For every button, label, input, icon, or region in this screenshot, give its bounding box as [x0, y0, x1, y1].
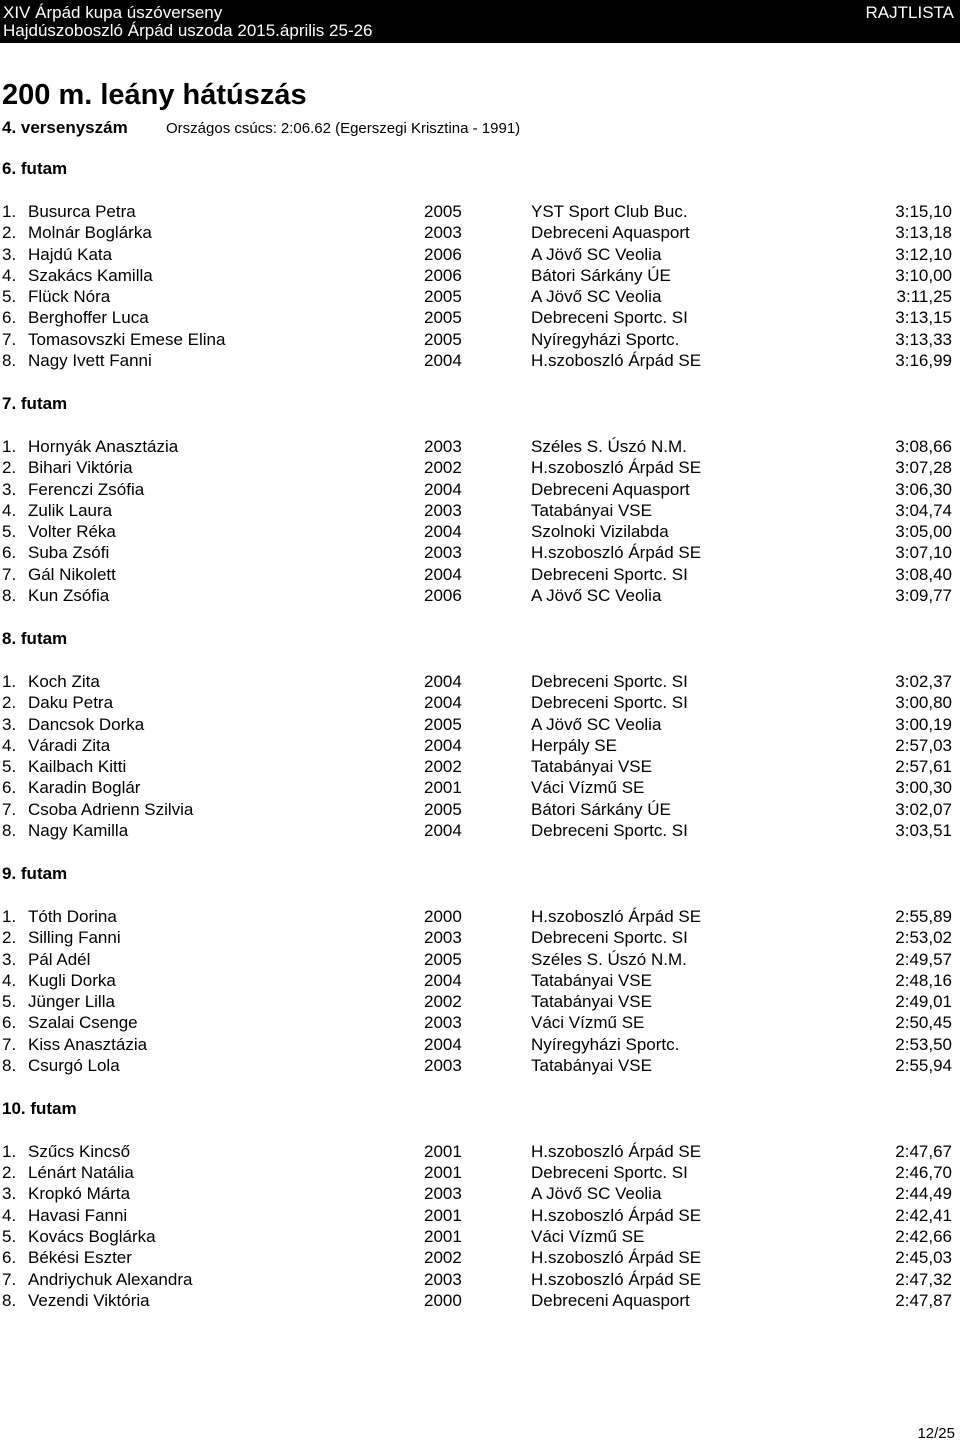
entry-place: 4.	[2, 735, 17, 755]
entry-row	[0, 970, 960, 991]
entry-time: 2:53,50	[895, 1034, 952, 1054]
entry-time: 3:15,10	[895, 202, 952, 221]
entry-place: 1.	[2, 436, 17, 456]
entry-club: Váci Vízmű SE	[531, 1227, 645, 1247]
entry-time: 3:11,25	[896, 287, 952, 307]
entry-row	[0, 1247, 960, 1268]
entry-year: 2002	[424, 992, 462, 1012]
entry-time: 2:47,32	[895, 1269, 952, 1289]
entry-time: 3:08,66	[895, 436, 952, 456]
entry-year: 2004	[424, 1034, 462, 1054]
entry-year: 2000	[424, 906, 462, 926]
entry-place: 7.	[2, 799, 17, 819]
record-label: Országos csúcs:	[166, 120, 277, 137]
entry-club: Váci Vízmű SE	[531, 1013, 645, 1033]
entry-year: 2005	[424, 202, 462, 221]
entry-name: Jünger Lilla	[28, 992, 115, 1012]
heat-spacer	[0, 179, 960, 201]
entry-year: 2000	[424, 1290, 462, 1310]
entry-place: 2.	[2, 693, 17, 713]
entry-year: 2001	[424, 1141, 462, 1161]
entry-time: 3:03,51	[895, 821, 952, 841]
entry-time: 3:05,00	[895, 522, 952, 542]
entry-club: Debreceni Sportc. SI	[531, 821, 688, 841]
page-number: 12/25	[917, 1425, 955, 1442]
entry-place: 3.	[2, 1184, 17, 1204]
entry-row	[0, 521, 960, 542]
entry-year: 2005	[424, 308, 462, 328]
entry-name: Kovács Boglárka	[28, 1227, 156, 1247]
entry-place: 7.	[2, 1269, 17, 1289]
entry-club: A Jövő SC Veolia	[531, 1184, 662, 1204]
entry-name: Molnár Boglárka	[28, 223, 152, 243]
entry-year: 2003	[424, 928, 462, 948]
entry-row	[0, 585, 960, 606]
entry-year: 2004	[424, 564, 462, 584]
heat-section	[0, 1098, 960, 1333]
entry-row	[0, 1055, 960, 1076]
entry-name: Nagy Kamilla	[28, 821, 129, 841]
entry-club: A Jövő SC Veolia	[531, 244, 662, 264]
entry-time: 3:00,19	[895, 714, 952, 734]
entry-name: Szalai Csenge	[28, 1013, 138, 1033]
entry-place: 7.	[2, 1034, 17, 1054]
entry-name: Koch Zita	[28, 671, 100, 691]
heat-spacer	[0, 371, 960, 393]
heat-spacer	[0, 841, 960, 863]
entry-name: Volter Réka	[28, 522, 116, 542]
entry-club: Debreceni Aquasport	[531, 479, 690, 499]
entry-club: A Jövő SC Veolia	[531, 287, 662, 307]
entry-place: 5.	[2, 992, 17, 1012]
entry-name: Békési Eszter	[28, 1248, 132, 1268]
entry-name: Daku Petra	[28, 693, 114, 713]
entry-club: Herpály SE	[531, 735, 617, 755]
entry-row	[0, 799, 960, 820]
entry-time: 2:55,94	[895, 1055, 952, 1075]
entry-time: 3:09,77	[895, 586, 952, 606]
entry-year: 2004	[424, 693, 462, 713]
entry-year: 2001	[424, 1205, 462, 1225]
entry-name: Havasi Fanni	[28, 1205, 128, 1225]
entry-place: 6.	[2, 778, 17, 798]
entry-year: 2006	[424, 265, 462, 285]
entry-year: 2006	[424, 244, 462, 264]
entry-time: 2:42,41	[895, 1205, 952, 1225]
entry-row	[0, 777, 960, 798]
entry-time: 2:49,57	[895, 949, 952, 969]
list-type: RAJTLISTA	[865, 3, 954, 22]
heat-section	[0, 158, 960, 393]
entry-place: 4.	[2, 265, 17, 285]
entry-name: Gál Nikolett	[28, 564, 116, 584]
heat-spacer	[0, 606, 960, 628]
entry-name: Karadin Boglár	[28, 778, 141, 798]
entry-place: 1.	[2, 906, 17, 926]
entry-year: 2004	[424, 351, 462, 371]
entry-row	[0, 735, 960, 756]
entry-row	[0, 201, 960, 222]
competition-name: XIV Árpád kupa úszóverseny	[3, 3, 223, 22]
entry-year: 2003	[424, 223, 462, 243]
entry-club: Váci Vízmű SE	[531, 778, 645, 798]
entry-club: Debreceni Sportc. SI	[531, 564, 688, 584]
entry-time: 2:47,67	[895, 1141, 952, 1161]
entry-place: 5.	[2, 522, 17, 542]
heat-title: 10. futam	[2, 1098, 77, 1118]
entry-time: 3:07,10	[895, 543, 952, 563]
entry-name: Pál Adél	[28, 949, 91, 969]
entry-club: Tatabányai VSE	[531, 992, 652, 1012]
entry-club: Szolnoki Vizilabda	[531, 522, 669, 542]
entry-place: 5.	[2, 757, 17, 777]
entry-row	[0, 756, 960, 777]
entry-time: 2:50,45	[895, 1013, 952, 1033]
entry-year: 2001	[424, 1227, 462, 1247]
entry-time: 2:44,49	[895, 1184, 952, 1204]
entry-place: 4.	[2, 970, 17, 990]
entry-place: 8.	[2, 351, 17, 371]
entry-club: H.szoboszló Árpád SE	[531, 458, 702, 478]
entry-year: 2005	[424, 799, 462, 819]
entry-row	[0, 479, 960, 500]
entry-name: Kun Zsófia	[28, 586, 110, 606]
entry-year: 2005	[424, 714, 462, 734]
entry-year: 2004	[424, 479, 462, 499]
entry-name: Szűcs Kincső	[28, 1141, 131, 1161]
entry-place: 3.	[2, 714, 17, 734]
entry-time: 3:16,99	[895, 351, 952, 371]
entry-club: Debreceni Sportc. SI	[531, 671, 688, 691]
entry-row	[0, 457, 960, 478]
entry-club: Tatabányai VSE	[531, 1055, 652, 1075]
entry-club: Tatabányai VSE	[531, 757, 652, 777]
heat-section	[0, 393, 960, 628]
entry-row	[0, 820, 960, 841]
entry-year: 2003	[424, 1184, 462, 1204]
entry-year: 2005	[424, 287, 462, 307]
heat-title: 8. futam	[2, 628, 68, 648]
heat-title: 6. futam	[2, 159, 68, 178]
entry-club: Széles S. Úszó N.M.	[531, 436, 687, 456]
entry-row	[0, 1141, 960, 1162]
entry-place: 8.	[2, 1290, 17, 1310]
entry-year: 2002	[424, 757, 462, 777]
entry-club: Tatabányai VSE	[531, 970, 652, 990]
heat-section	[0, 863, 960, 1098]
entry-row	[0, 906, 960, 927]
entry-place: 6.	[2, 1248, 17, 1268]
entry-place: 3.	[2, 479, 17, 499]
entry-name: Nagy Ivett Fanni	[28, 351, 152, 371]
entry-club: H.szoboszló Árpád SE	[531, 906, 702, 926]
entry-place: 4.	[2, 500, 17, 520]
entry-club: A Jövő SC Veolia	[531, 714, 662, 734]
entry-row	[0, 1012, 960, 1033]
entry-time: 2:57,03	[895, 735, 952, 755]
entry-time: 2:53,02	[895, 928, 952, 948]
entry-time: 2:55,89	[895, 906, 952, 926]
entry-name: Tóth Dorina	[28, 906, 117, 926]
venue-date: Hajdúszoboszló Árpád uszoda 2015.április 25-26	[3, 21, 373, 40]
entry-time: 3:00,80	[895, 693, 952, 713]
entry-name: Vezendi Viktória	[28, 1290, 150, 1310]
entry-name: Hornyák Anasztázia	[28, 436, 179, 456]
entry-time: 2:46,70	[895, 1163, 952, 1183]
heat-title: 7. futam	[2, 393, 68, 413]
entry-name: Hajdú Kata	[28, 244, 113, 264]
entry-club: H.szoboszló Árpád SE	[531, 1269, 702, 1289]
entry-club: Tatabányai VSE	[531, 500, 652, 520]
entry-row	[0, 1290, 960, 1311]
entry-club: Debreceni Aquasport	[531, 1290, 690, 1310]
entry-name: Kailbach Kitti	[28, 757, 127, 777]
entry-name: Tomasovszki Emese Elina	[28, 329, 226, 349]
entry-name: Suba Zsófi	[28, 543, 110, 563]
entry-time: 3:10,00	[895, 265, 952, 285]
entry-place: 8.	[2, 586, 17, 606]
entry-club: H.szoboszló Árpád SE	[531, 351, 702, 371]
entry-row	[0, 329, 960, 350]
entry-place: 4.	[2, 1205, 17, 1225]
entry-club: Debreceni Sportc. SI	[531, 308, 688, 328]
entry-club: H.szoboszló Árpád SE	[531, 1248, 702, 1268]
entry-time: 2:49,01	[895, 992, 952, 1012]
entry-year: 2006	[424, 586, 462, 606]
entry-year: 2004	[424, 522, 462, 542]
entry-year: 2004	[424, 671, 462, 691]
entry-row	[0, 692, 960, 713]
entry-row	[0, 542, 960, 563]
entry-club: Debreceni Sportc. SI	[531, 1163, 688, 1183]
entry-club: Bátori Sárkány ÚE	[531, 265, 671, 285]
entry-place: 2.	[2, 928, 17, 948]
entry-row	[0, 949, 960, 970]
entry-time: 2:48,16	[895, 970, 952, 990]
heat-spacer	[0, 1311, 960, 1333]
entry-year: 2003	[424, 1055, 462, 1075]
entry-year: 2005	[424, 949, 462, 969]
entry-row	[0, 286, 960, 307]
entry-place: 2.	[2, 223, 17, 243]
entry-place: 6.	[2, 1013, 17, 1033]
national-record	[166, 120, 524, 138]
entry-name: Silling Fanni	[28, 928, 121, 948]
entry-name: Lénárt Natália	[28, 1163, 134, 1183]
entry-name: Ferenczi Zsófia	[28, 479, 145, 499]
entry-row	[0, 1183, 960, 1204]
entry-name: Kiss Anasztázia	[28, 1034, 148, 1054]
entry-place: 8.	[2, 1055, 17, 1075]
entry-name: Dancsok Dorka	[28, 714, 145, 734]
entry-name: Andriychuk Alexandra	[28, 1269, 193, 1289]
entry-year: 2003	[424, 1013, 462, 1033]
entry-time: 3:02,37	[895, 671, 952, 691]
entry-club: H.szoboszló Árpád SE	[531, 1141, 702, 1161]
entry-place: 1.	[2, 1141, 17, 1161]
entry-club: H.szoboszló Árpád SE	[531, 1205, 702, 1225]
entry-name: Bihari Viktória	[28, 458, 133, 478]
entry-time: 3:13,15	[895, 308, 952, 328]
entry-place: 2.	[2, 1163, 17, 1183]
entry-row	[0, 1162, 960, 1183]
entry-time: 2:45,03	[895, 1248, 952, 1268]
entry-place: 2.	[2, 458, 17, 478]
entry-place: 3.	[2, 244, 17, 264]
entry-row	[0, 307, 960, 328]
entry-club: Nyíregyházi Sportc.	[531, 1034, 680, 1054]
entry-place: 6.	[2, 543, 17, 563]
entry-name: Zulik Laura	[28, 500, 113, 520]
entry-row	[0, 927, 960, 948]
entry-place: 6.	[2, 308, 17, 328]
heat-title: 9. futam	[2, 863, 68, 883]
entry-name: Kropkó Márta	[28, 1184, 131, 1204]
entry-name: Busurca Petra	[28, 202, 136, 221]
heats-list	[0, 158, 960, 1333]
entry-club: Debreceni Aquasport	[531, 223, 690, 243]
entry-time: 2:47,87	[895, 1290, 952, 1310]
entry-name: Szakács Kamilla	[28, 265, 153, 285]
entry-row	[0, 244, 960, 265]
entry-name: Váradi Zita	[28, 735, 111, 755]
heat-section	[0, 628, 960, 863]
entry-year: 2003	[424, 500, 462, 520]
entry-row	[0, 1226, 960, 1247]
entry-year: 2001	[424, 1163, 462, 1183]
entry-club: Nyíregyházi Sportc.	[531, 329, 680, 349]
entry-club: Debreceni Sportc. SI	[531, 693, 688, 713]
entry-time: 2:42,66	[895, 1227, 952, 1247]
entry-row	[0, 671, 960, 692]
entry-time: 3:13,33	[895, 329, 952, 349]
entry-year: 2004	[424, 970, 462, 990]
record-value: 2:06.62 (Egerszegi Krisztina - 1991)	[280, 120, 521, 137]
event-number: 4. versenyszám	[2, 118, 128, 137]
entry-club: Bátori Sárkány ÚE	[531, 799, 671, 819]
entry-place: 3.	[2, 949, 17, 969]
entry-place: 5.	[2, 1227, 17, 1247]
entry-club: Széles S. Úszó N.M.	[531, 949, 687, 969]
entry-name: Berghoffer Luca	[28, 308, 149, 328]
entry-place: 7.	[2, 329, 17, 349]
page-header	[0, 0, 960, 43]
entry-time: 3:00,30	[895, 778, 952, 798]
entry-row	[0, 265, 960, 286]
entry-row	[0, 991, 960, 1012]
event-title: 200 m. leány hátúszás	[2, 79, 307, 111]
heat-spacer	[0, 649, 960, 671]
entry-club: A Jövő SC Veolia	[531, 586, 662, 606]
entry-name: Kugli Dorka	[28, 970, 116, 990]
entry-year: 2004	[424, 735, 462, 755]
entry-row	[0, 1205, 960, 1226]
heat-spacer	[0, 884, 960, 906]
entry-name: Flück Nóra	[28, 287, 111, 307]
entry-row	[0, 564, 960, 585]
entry-year: 2003	[424, 543, 462, 563]
entry-year: 2002	[424, 1248, 462, 1268]
entry-year: 2003	[424, 1269, 462, 1289]
entry-row	[0, 500, 960, 521]
entry-year: 2004	[424, 821, 462, 841]
entry-place: 7.	[2, 564, 17, 584]
entry-year: 2003	[424, 436, 462, 456]
entry-place: 8.	[2, 821, 17, 841]
entry-time: 3:06,30	[895, 479, 952, 499]
entry-name: Csoba Adrienn Szilvia	[28, 799, 194, 819]
entry-row	[0, 436, 960, 457]
entry-time: 3:13,18	[895, 223, 952, 243]
entry-place: 1.	[2, 671, 17, 691]
heat-spacer	[0, 1119, 960, 1141]
entry-time: 3:07,28	[895, 458, 952, 478]
heat-spacer	[0, 1076, 960, 1098]
entry-row	[0, 350, 960, 371]
entry-time: 3:12,10	[895, 244, 952, 264]
entry-place: 5.	[2, 287, 17, 307]
entry-row	[0, 714, 960, 735]
entry-time: 2:57,61	[895, 757, 952, 777]
entry-time: 3:02,07	[895, 799, 952, 819]
entry-club: H.szoboszló Árpád SE	[531, 543, 702, 563]
entry-row	[0, 1034, 960, 1055]
entry-name: Csurgó Lola	[28, 1055, 120, 1075]
entry-club: Debreceni Sportc. SI	[531, 928, 688, 948]
entry-club: YST Sport Club Buc.	[531, 202, 688, 221]
entry-year: 2001	[424, 778, 462, 798]
entry-row	[0, 1269, 960, 1290]
heat-spacer	[0, 414, 960, 436]
entry-year: 2005	[424, 329, 462, 349]
entry-time: 3:08,40	[895, 564, 952, 584]
entry-year: 2002	[424, 458, 462, 478]
entry-time: 3:04,74	[895, 500, 952, 520]
entry-row	[0, 222, 960, 243]
entry-place: 1.	[2, 202, 17, 221]
